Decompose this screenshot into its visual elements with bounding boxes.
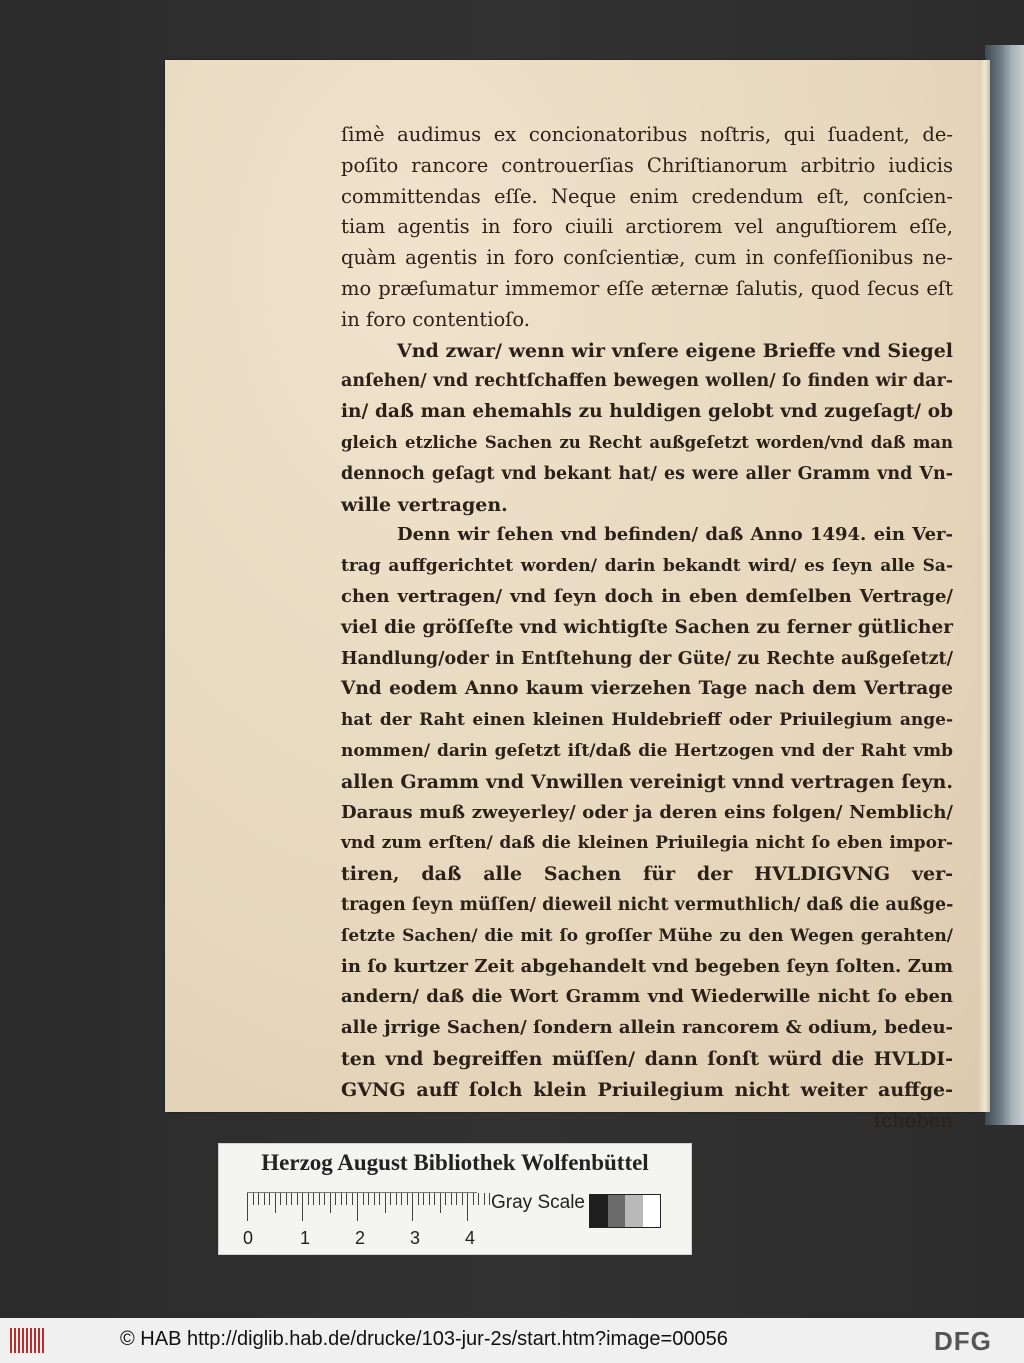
ruler-tick	[258, 1193, 259, 1205]
ruler-tick	[291, 1193, 292, 1205]
ruler-number: 2	[355, 1228, 366, 1248]
text-line: trag auffgerichtet worden/ darin bekandt wird/ es ſeyn alle Sa-	[341, 556, 953, 577]
ruler-tick	[462, 1193, 463, 1205]
barcode-bar	[38, 1328, 40, 1353]
ruler-number: 0	[243, 1228, 254, 1248]
barcode-bar	[30, 1328, 32, 1353]
ruler-tick	[286, 1193, 287, 1205]
ruler-tick	[363, 1193, 364, 1205]
ruler-tick	[330, 1193, 331, 1213]
barcode-bar	[34, 1328, 36, 1353]
text-line: alle jrrige Sachen/ ſondern allein rancorem & odium, bedeu-	[341, 1017, 953, 1039]
text-line: Daraus muß zweyerley/ oder ja deren eins folgen/ Nemblich/	[341, 801, 953, 823]
text-line: allen Gramm vnd Vnwillen vereinigt vnnd vertragen ſeyn.	[341, 770, 953, 793]
text-line: vnd zum erſten/ daß die kleinen Priuilegia nicht ſo eben impor-	[341, 833, 953, 854]
ruler-tick	[429, 1193, 430, 1205]
citation-link[interactable]: © HAB http://diglib.hab.de/drucke/103-jur-2s/start.htm?image=00056	[120, 1328, 728, 1350]
scan-mat-edge	[985, 45, 1024, 1125]
text-line: GVNG auff ſolch klein Priuilegium nicht weiter auffge-	[341, 1078, 953, 1101]
gray-swatch	[643, 1195, 661, 1227]
ruler-tick	[275, 1193, 276, 1213]
page-edge	[978, 60, 990, 1112]
ruler-tick	[407, 1193, 408, 1205]
ruler-tick	[253, 1193, 254, 1205]
ruler-tick	[335, 1193, 336, 1205]
ruler-tick	[440, 1193, 441, 1213]
ruler-tick	[473, 1193, 474, 1205]
text-line: ten vnd begreiffen müſſen/ dann ſonſt würd die HVLDI-	[341, 1047, 953, 1070]
library-label-card	[218, 1143, 692, 1255]
text-line: anſehen/ vnd rechtſchaffen bewegen wollen/ ſo finden wir dar-	[341, 371, 953, 392]
ruler-tick	[379, 1193, 380, 1205]
text-line: wille vertragen.	[341, 493, 508, 516]
ruler-number: 3	[410, 1228, 421, 1248]
gray-scale-label: Gray Scale	[491, 1192, 585, 1213]
text-line: in foro contentioſo.	[341, 307, 530, 331]
text-line: viel die gröſſeſte vnd wichtigſte Sachen zu ferner gütlicher	[341, 616, 953, 638]
ruler-tick	[357, 1193, 358, 1221]
text-line: andern/ daß die Wort Gramm vnd Wiederwille nicht ſo eben	[341, 986, 953, 1008]
ruler-tick	[319, 1193, 320, 1205]
library-name: Herzog August Bibliothek Wolfenbüttel	[261, 1150, 649, 1175]
ruler-tick	[467, 1193, 468, 1221]
ruler-tick	[302, 1193, 303, 1221]
ruler-tick	[247, 1193, 248, 1221]
ruler-tick	[280, 1193, 281, 1205]
barcode-icon	[10, 1328, 50, 1353]
dfg-logo: DFG	[934, 1326, 992, 1356]
ruler-tick	[423, 1193, 424, 1205]
text-line: in/ daß man ehemahls zu huldigen gelobt vnd zugeſagt/ ob	[341, 401, 953, 423]
ruler-tick	[313, 1193, 314, 1205]
text-line: mo præſumatur immemor eſſe æternæ ſalutis, quod ſecus eſt	[341, 276, 953, 300]
text-line: Handlung/oder in Entſtehung der Güte/ zu Rechte außgeſetzt/	[341, 648, 953, 669]
ruler-tick	[418, 1193, 419, 1205]
ruler-tick	[346, 1193, 347, 1205]
ruler-tick	[374, 1193, 375, 1205]
ruler-tick	[451, 1193, 452, 1205]
ruler-tick	[445, 1193, 446, 1205]
ruler-tick	[478, 1193, 479, 1205]
ruler-tick	[297, 1193, 298, 1205]
ruler-tick	[484, 1193, 485, 1205]
ruler-tick	[434, 1193, 435, 1205]
catchword: ſchoben	[873, 1108, 953, 1132]
ruler-tick	[396, 1193, 397, 1205]
ruler-number: 4	[465, 1228, 476, 1248]
text-line: Denn wir ſehen vnd befinden/ daß Anno 1494. ein Ver-	[397, 524, 953, 546]
ruler-tick	[324, 1193, 325, 1205]
ruler-number: 1	[300, 1228, 311, 1248]
text-line: quàm agentis in foro conſcientiæ, cum in confeſſionibus ne-	[341, 246, 953, 270]
gray-swatch	[608, 1195, 626, 1227]
text-line: in ſo kurtzer Zeit abgehandelt vnd begeben ſeyn ſolten. Zum	[341, 955, 953, 977]
viewer-footer	[0, 1318, 1024, 1363]
gray-swatch	[590, 1195, 608, 1227]
barcode-bar	[42, 1328, 44, 1353]
ruler-tick	[456, 1193, 457, 1205]
ruler-tick	[264, 1193, 265, 1205]
ruler-tick	[489, 1193, 490, 1205]
text-line: Vnd zwar/ wenn wir vnſere eigene Brieffe vnd Siegel	[397, 339, 953, 362]
text-line: Vnd eodem Anno kaum vierzehen Tage nach dem Vertrage	[341, 678, 953, 700]
text-line: chen vertragen/ vnd ſeyn doch in eben demſelben Vertrage/	[341, 585, 953, 607]
ruler-tick	[308, 1193, 309, 1205]
ruler-tick	[390, 1193, 391, 1205]
text-line: hat der Raht einen kleinen Huldebrieff oder Priuilegium ange-	[341, 710, 953, 731]
ruler-tick	[352, 1193, 353, 1205]
barcode-bar	[10, 1328, 12, 1353]
text-line: nommen/ darin geſetzt iſt/daß die Hertzogen vnd der Raht vmb	[341, 740, 953, 761]
text-line: tragen ſeyn müſſen/ dieweil nicht vermuthlich/ daß die außge-	[341, 894, 954, 915]
text-line: ſetzte Sachen/ die mit ſo groſſer Mühe zu den Wegen gerahten/	[341, 925, 953, 946]
page-text	[341, 120, 953, 1136]
ruler-tick	[385, 1193, 386, 1213]
gray-swatch	[625, 1195, 643, 1227]
text-line: gleich etzliche Sachen zu Recht außgeſetzt worden/vnd daß man	[341, 432, 953, 452]
text-line: committendas eſſe. Neque enim credendum eſt, conſcien-	[341, 184, 953, 208]
ruler-tick	[412, 1193, 413, 1221]
ruler-tick	[341, 1193, 342, 1205]
text-line: poſito rancore controuerſias Chriſtianorum arbitrio iudicis	[341, 153, 953, 177]
gray-scale-swatches	[589, 1194, 661, 1228]
ruler-tick	[269, 1193, 270, 1205]
barcode-bar	[26, 1328, 28, 1353]
text-line: dennoch geſagt vnd bekant hat/ es were aller Gramm vnd Vn-	[341, 463, 953, 484]
text-line: tiren, daß alle Sachen für der HVLDIGVNG ver-	[341, 863, 953, 886]
barcode-bar	[22, 1328, 24, 1353]
ruler-tick	[401, 1193, 402, 1205]
text-line: ſimè audimus ex concionatoribus noſtris, qui ſuadent, de-	[341, 123, 953, 146]
text-line: tiam agentis in foro ciuili arctiorem vel anguſtiorem eſſe,	[341, 215, 953, 239]
barcode-bar	[14, 1328, 16, 1353]
barcode-bar	[18, 1328, 20, 1353]
scale-ruler	[247, 1192, 477, 1223]
ruler-tick	[368, 1193, 369, 1205]
